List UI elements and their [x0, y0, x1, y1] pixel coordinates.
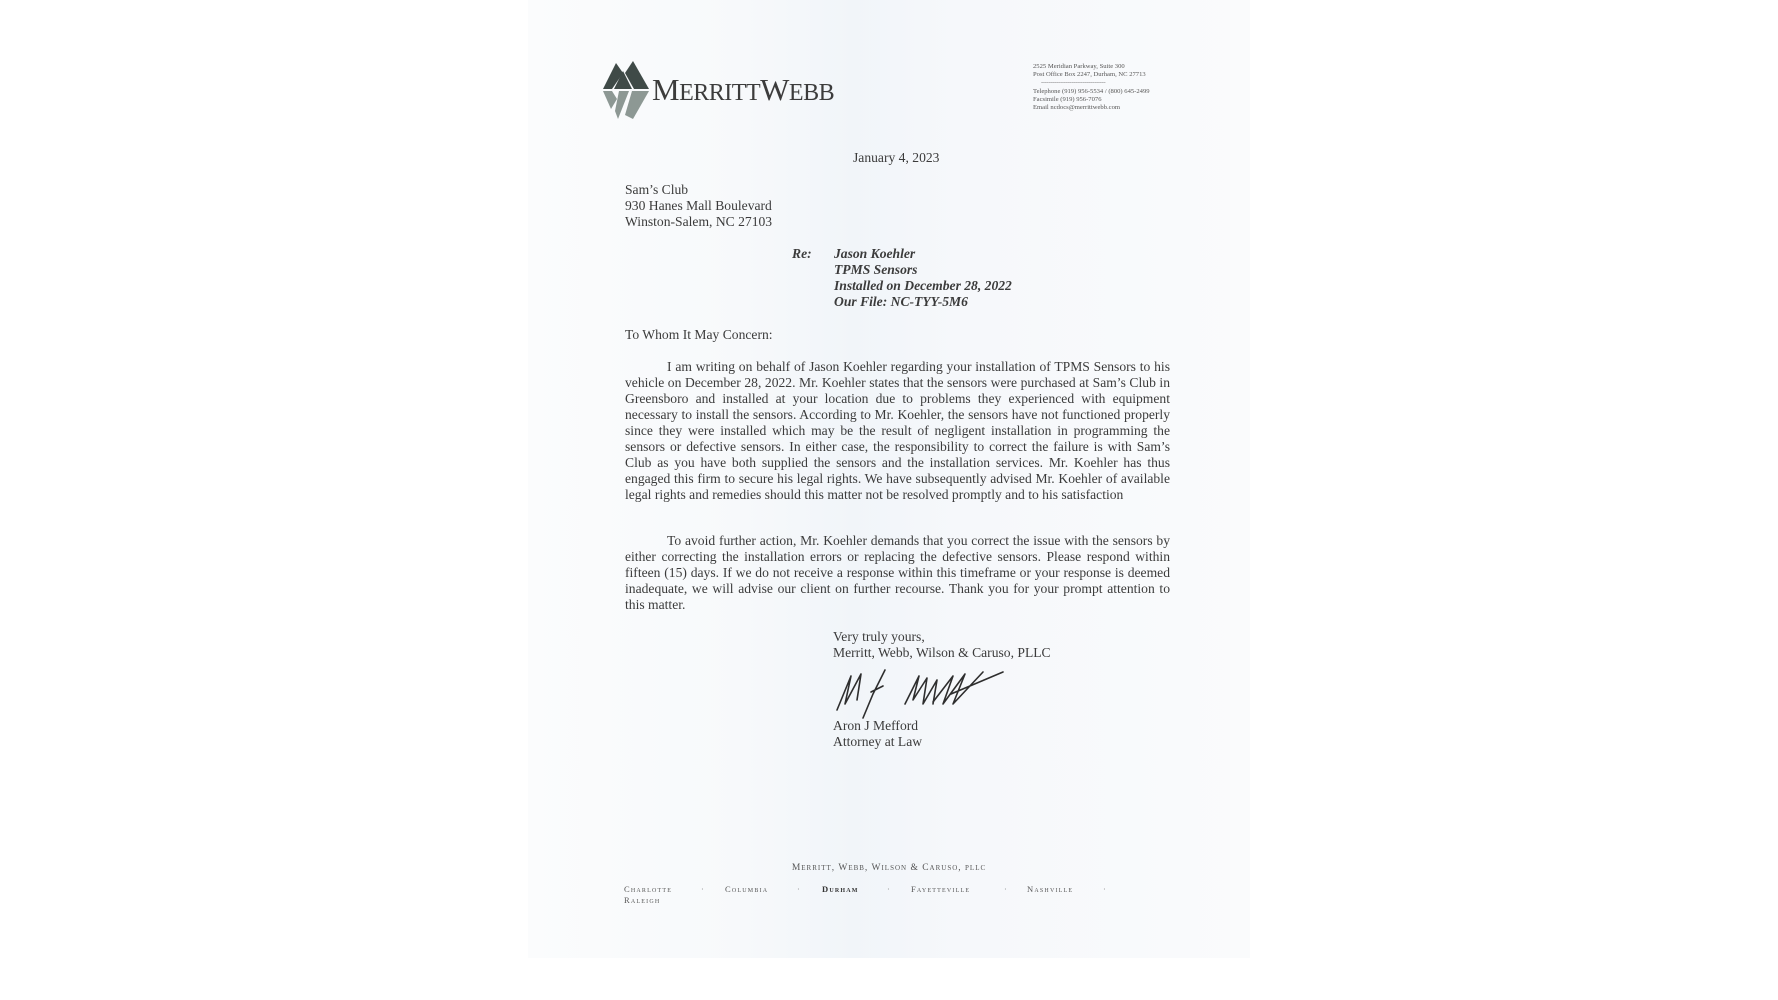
- city-columbia: Columbia: [725, 884, 769, 894]
- city-separator: ·: [701, 884, 706, 894]
- letterhead-contact: [1033, 63, 1150, 112]
- footer-firm-text: Merritt, Webb, Wilson & Caruso, pllc: [791, 863, 987, 873]
- re-line-1: Jason Koehler: [834, 246, 916, 261]
- signer-title: Attorney at Law: [833, 734, 923, 749]
- logo-light-right: [625, 91, 649, 119]
- re-subject: [834, 246, 1012, 310]
- city-separator: ·: [797, 884, 802, 894]
- address-line-1: 2525 Meridian Parkway, Suite 300: [1033, 63, 1125, 70]
- signature-stroke-m: [905, 676, 937, 704]
- body-paragraph-2: To avoid further action, Mr. Koehler demands that you correct the issue with the sensors by either correcting the installation errors or replacing the defective sensors. Please respond within fifteen (15) days. If we do not receive a response within this timeframe or your response is deemed inadequate, we will advise our client on further recourse. Thank you for your prompt attention to this matter.: [625, 533, 1170, 612]
- email: Email ncdocs@merrittwebb.com: [1033, 104, 1121, 112]
- city-charlotte: Charlotte: [624, 884, 673, 894]
- signature-stroke-tail: [933, 672, 1003, 704]
- closing: [833, 629, 1051, 661]
- logo-wordmark: MERRITTWEBB: [652, 72, 835, 107]
- facsimile: Facsimile (919) 956-7076: [1033, 95, 1102, 103]
- logo-light-left: [603, 91, 617, 109]
- re-line-3: Installed on December 28, 2022: [834, 278, 1012, 293]
- city-separator: ·: [1103, 884, 1108, 894]
- closing-line-2: Merritt, Webb, Wilson & Caruso, PLLC: [833, 645, 1051, 660]
- re-line-2: TPMS Sensors: [834, 262, 918, 277]
- signature-stroke-j: [863, 670, 885, 718]
- recipient-address: [625, 182, 772, 230]
- recipient-line-1: Sam’s Club: [625, 182, 689, 197]
- city-nashville: Nashville: [1027, 884, 1074, 894]
- city-durham: Durham: [822, 884, 859, 894]
- city-raleigh: Raleigh: [624, 895, 661, 905]
- contact-separator: ----------------------------------: [1041, 79, 1106, 87]
- telephone: Telephone (919) 956-5534 / (800) 645-2499: [1033, 87, 1150, 95]
- city-separator: ·: [887, 884, 892, 894]
- footer-firm-name: [0, 863, 1778, 873]
- city-separator: ·: [1004, 884, 1009, 894]
- city-fayetteville: Fayetteville: [911, 884, 971, 894]
- recipient-line-2: 930 Hanes Mall Boulevard: [625, 198, 772, 213]
- salutation: To Whom It May Concern:: [625, 327, 773, 342]
- signature-stroke-a: [837, 674, 861, 710]
- re-label: Re:: [792, 246, 812, 261]
- merritt-webb-logo-text: [652, 72, 834, 108]
- address-line-2: Post Office Box 2247, Durham, NC 27713: [1033, 71, 1146, 79]
- closing-line-1: Very truly yours,: [833, 629, 925, 644]
- handwritten-signature: [833, 664, 1013, 720]
- signer-block: [833, 718, 922, 750]
- recipient-line-3: Winston-Salem, NC 27103: [625, 214, 773, 229]
- re-line-4: Our File: NC-TYY-5M6: [834, 294, 968, 309]
- letter-date: January 4, 2023: [853, 150, 940, 165]
- signer-name: Aron J Mefford: [833, 718, 919, 733]
- merritt-webb-logo-icon: [603, 59, 649, 121]
- body-paragraph-1: I am writing on behalf of Jason Koehler regarding your installation of TPMS Sensors to his vehicle on December 28, 2022. Mr. Koehler states that the sensors were purchased at Sam’s Club in Greensboro and installed at your location due to problems they experienced with equipment necessary to install the sensors. According to Mr. Koehler, the sensors have not functioned properly since they were installed which may be the result of negligent installation in programming the sensors or defective sensors. In either case, the responsibility to correct the failure is with Sam’s Club as you have both supplied the sensors and the installation services. Mr. Koehler has thus engaged this firm to secure his legal rights. We have subsequently advised Mr. Koehler of available legal rights and remedies should this matter not be resolved promptly and to his satisfaction: [625, 359, 1170, 502]
- footer-cities: [0, 884, 1778, 914]
